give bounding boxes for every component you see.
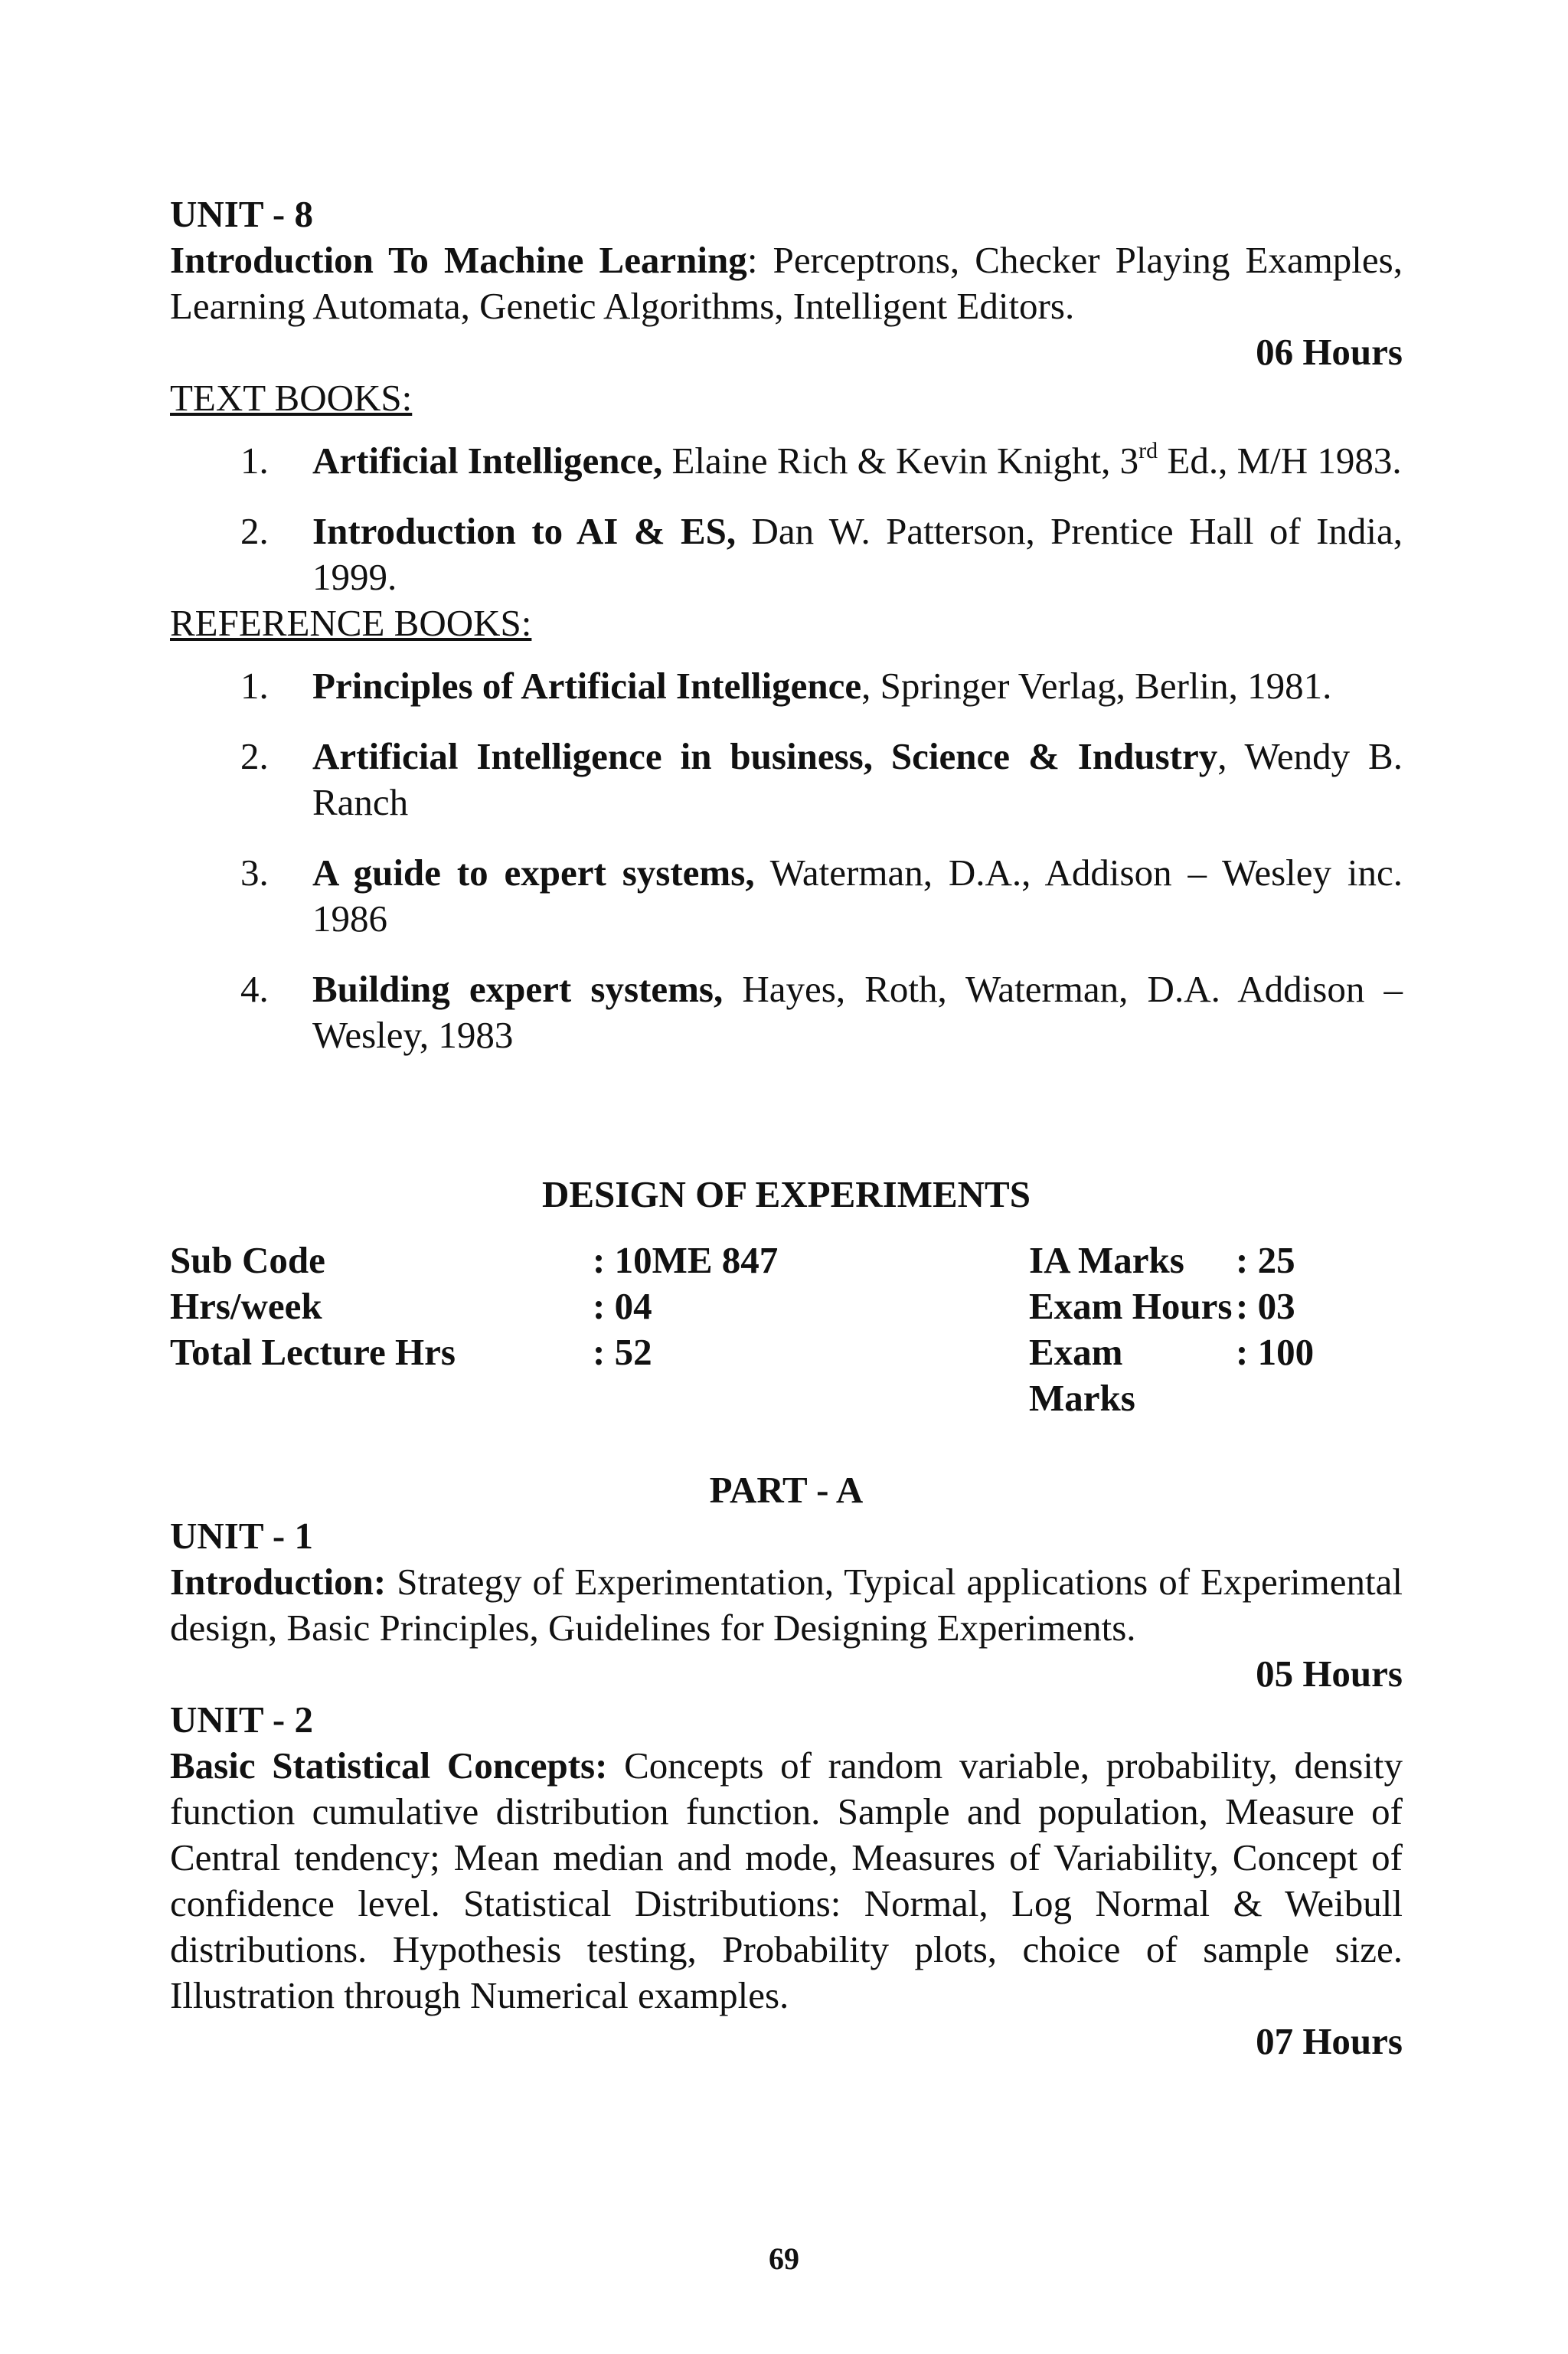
unit-8-hours: 06 Hours — [1256, 331, 1403, 373]
info-label-2: IA Marks — [1029, 1239, 1184, 1281]
unit-8-paragraph — [170, 237, 1403, 329]
course-info-row — [170, 1237, 1403, 1283]
info-label-2: Exam Hours — [1029, 1285, 1233, 1327]
info-value: : 10ME 847 — [593, 1239, 779, 1281]
info-value: : 04 — [593, 1285, 652, 1327]
list-item-text — [312, 850, 1403, 942]
list-item-text — [312, 663, 1403, 709]
reference-books-list — [170, 663, 1403, 1058]
list-item — [170, 966, 1403, 1058]
list-item — [170, 734, 1403, 826]
list-item-number: 1. — [240, 665, 269, 707]
unit-2-paragraph — [170, 1743, 1403, 2019]
unit-1-body: Strategy of Experimentation, Typical applications of Experimental design, Basic Principles, Guidelines for Designing Experiments. — [170, 1561, 1403, 1649]
info-label: Total Lecture Hrs — [170, 1331, 456, 1373]
text-books-heading: TEXT BOOKS: — [170, 377, 413, 419]
reference-books-heading: REFERENCE BOOKS: — [170, 602, 532, 644]
course-info-table — [170, 1237, 1403, 1421]
unit-1-heading: UNIT - 1 — [170, 1515, 313, 1557]
info-value-2: : 03 — [1236, 1285, 1295, 1327]
ordinal-superscript: rd — [1138, 438, 1158, 463]
part-heading: PART - A — [709, 1469, 864, 1511]
unit-1-hours: 05 Hours — [1256, 1653, 1403, 1695]
info-label: Hrs/week — [170, 1285, 322, 1327]
unit-8-body: : Perceptrons, Checker Playing Examples, Learning Automata, Genetic Algorithms, Intelligent Editors. — [170, 239, 1403, 327]
book-title: Introduction to AI & ES, — [312, 510, 737, 552]
course-title: DESIGN OF EXPERIMENTS — [541, 1173, 1031, 1215]
book-title: Building expert systems, — [312, 968, 724, 1010]
unit-8-heading: UNIT - 8 — [170, 193, 313, 235]
info-value: : 52 — [593, 1331, 652, 1373]
book-details: Hayes, Roth, Waterman, D.A. Addison – Wesley, 1983 — [312, 968, 1403, 1056]
list-item-number: 2. — [240, 510, 269, 552]
book-details: , Wendy B. Ranch — [312, 735, 1403, 823]
book-details-tail: Ed., M/H 1983. — [1158, 440, 1402, 482]
book-details: , Springer Verlag, Berlin, 1981. — [861, 665, 1332, 707]
document-page — [170, 191, 1403, 2065]
list-item-number: 2. — [240, 735, 269, 777]
unit-1-paragraph — [170, 1559, 1403, 1651]
book-title: Principles of Artificial Intelligence — [312, 665, 862, 707]
list-item-number: 1. — [240, 440, 269, 482]
book-details: Elaine Rich & Kevin Knight, 3 — [662, 440, 1139, 482]
list-item-text — [312, 508, 1403, 600]
info-label-2: Exam Marks — [1029, 1331, 1135, 1419]
unit-2-body: Concepts of random variable, probability, density function cumulative distribution function. Sample and population, Measure of Central tendency; Mean median and mode, Measures of Variability, Concept of confidence level. Statistical Distributions: Normal, Log Normal & Weibull distributions. Hypothesis testing, Probability plots, choice of sample size. Illustration through Numerical examples. — [170, 1744, 1403, 2016]
course-info-row — [170, 1283, 1403, 1329]
book-title: A guide to expert systems, — [312, 852, 755, 894]
list-item-number: 4. — [240, 968, 269, 1010]
unit-8-topic: Introduction To Machine Learning — [170, 239, 747, 281]
book-title: Artificial Intelligence in business, Science & Industry — [312, 735, 1218, 777]
list-item — [170, 508, 1403, 600]
list-item-text — [312, 734, 1403, 826]
unit-2-hours: 07 Hours — [1256, 2020, 1403, 2062]
info-label: Sub Code — [170, 1239, 325, 1281]
text-books-list — [170, 438, 1403, 600]
list-item-text — [312, 966, 1403, 1058]
info-value-2: : 100 — [1236, 1331, 1315, 1373]
book-details: Dan W. Patterson, Prentice Hall of India, 1999. — [312, 510, 1403, 598]
info-value-2: : 25 — [1236, 1239, 1295, 1281]
book-title: Artificial Intelligence, — [312, 440, 663, 482]
page-number: 69 — [769, 2241, 799, 2276]
unit-2-heading: UNIT - 2 — [170, 1698, 313, 1741]
unit-1-topic: Introduction: — [170, 1561, 387, 1603]
list-item-text — [312, 438, 1403, 484]
list-item — [170, 438, 1403, 484]
book-details: Waterman, D.A., Addison – Wesley inc. 1986 — [312, 852, 1403, 940]
list-item-number: 3. — [240, 852, 269, 894]
course-info-row — [170, 1329, 1403, 1421]
unit-2-topic: Basic Statistical Concepts: — [170, 1744, 608, 1787]
list-item — [170, 850, 1403, 942]
list-item — [170, 663, 1403, 709]
